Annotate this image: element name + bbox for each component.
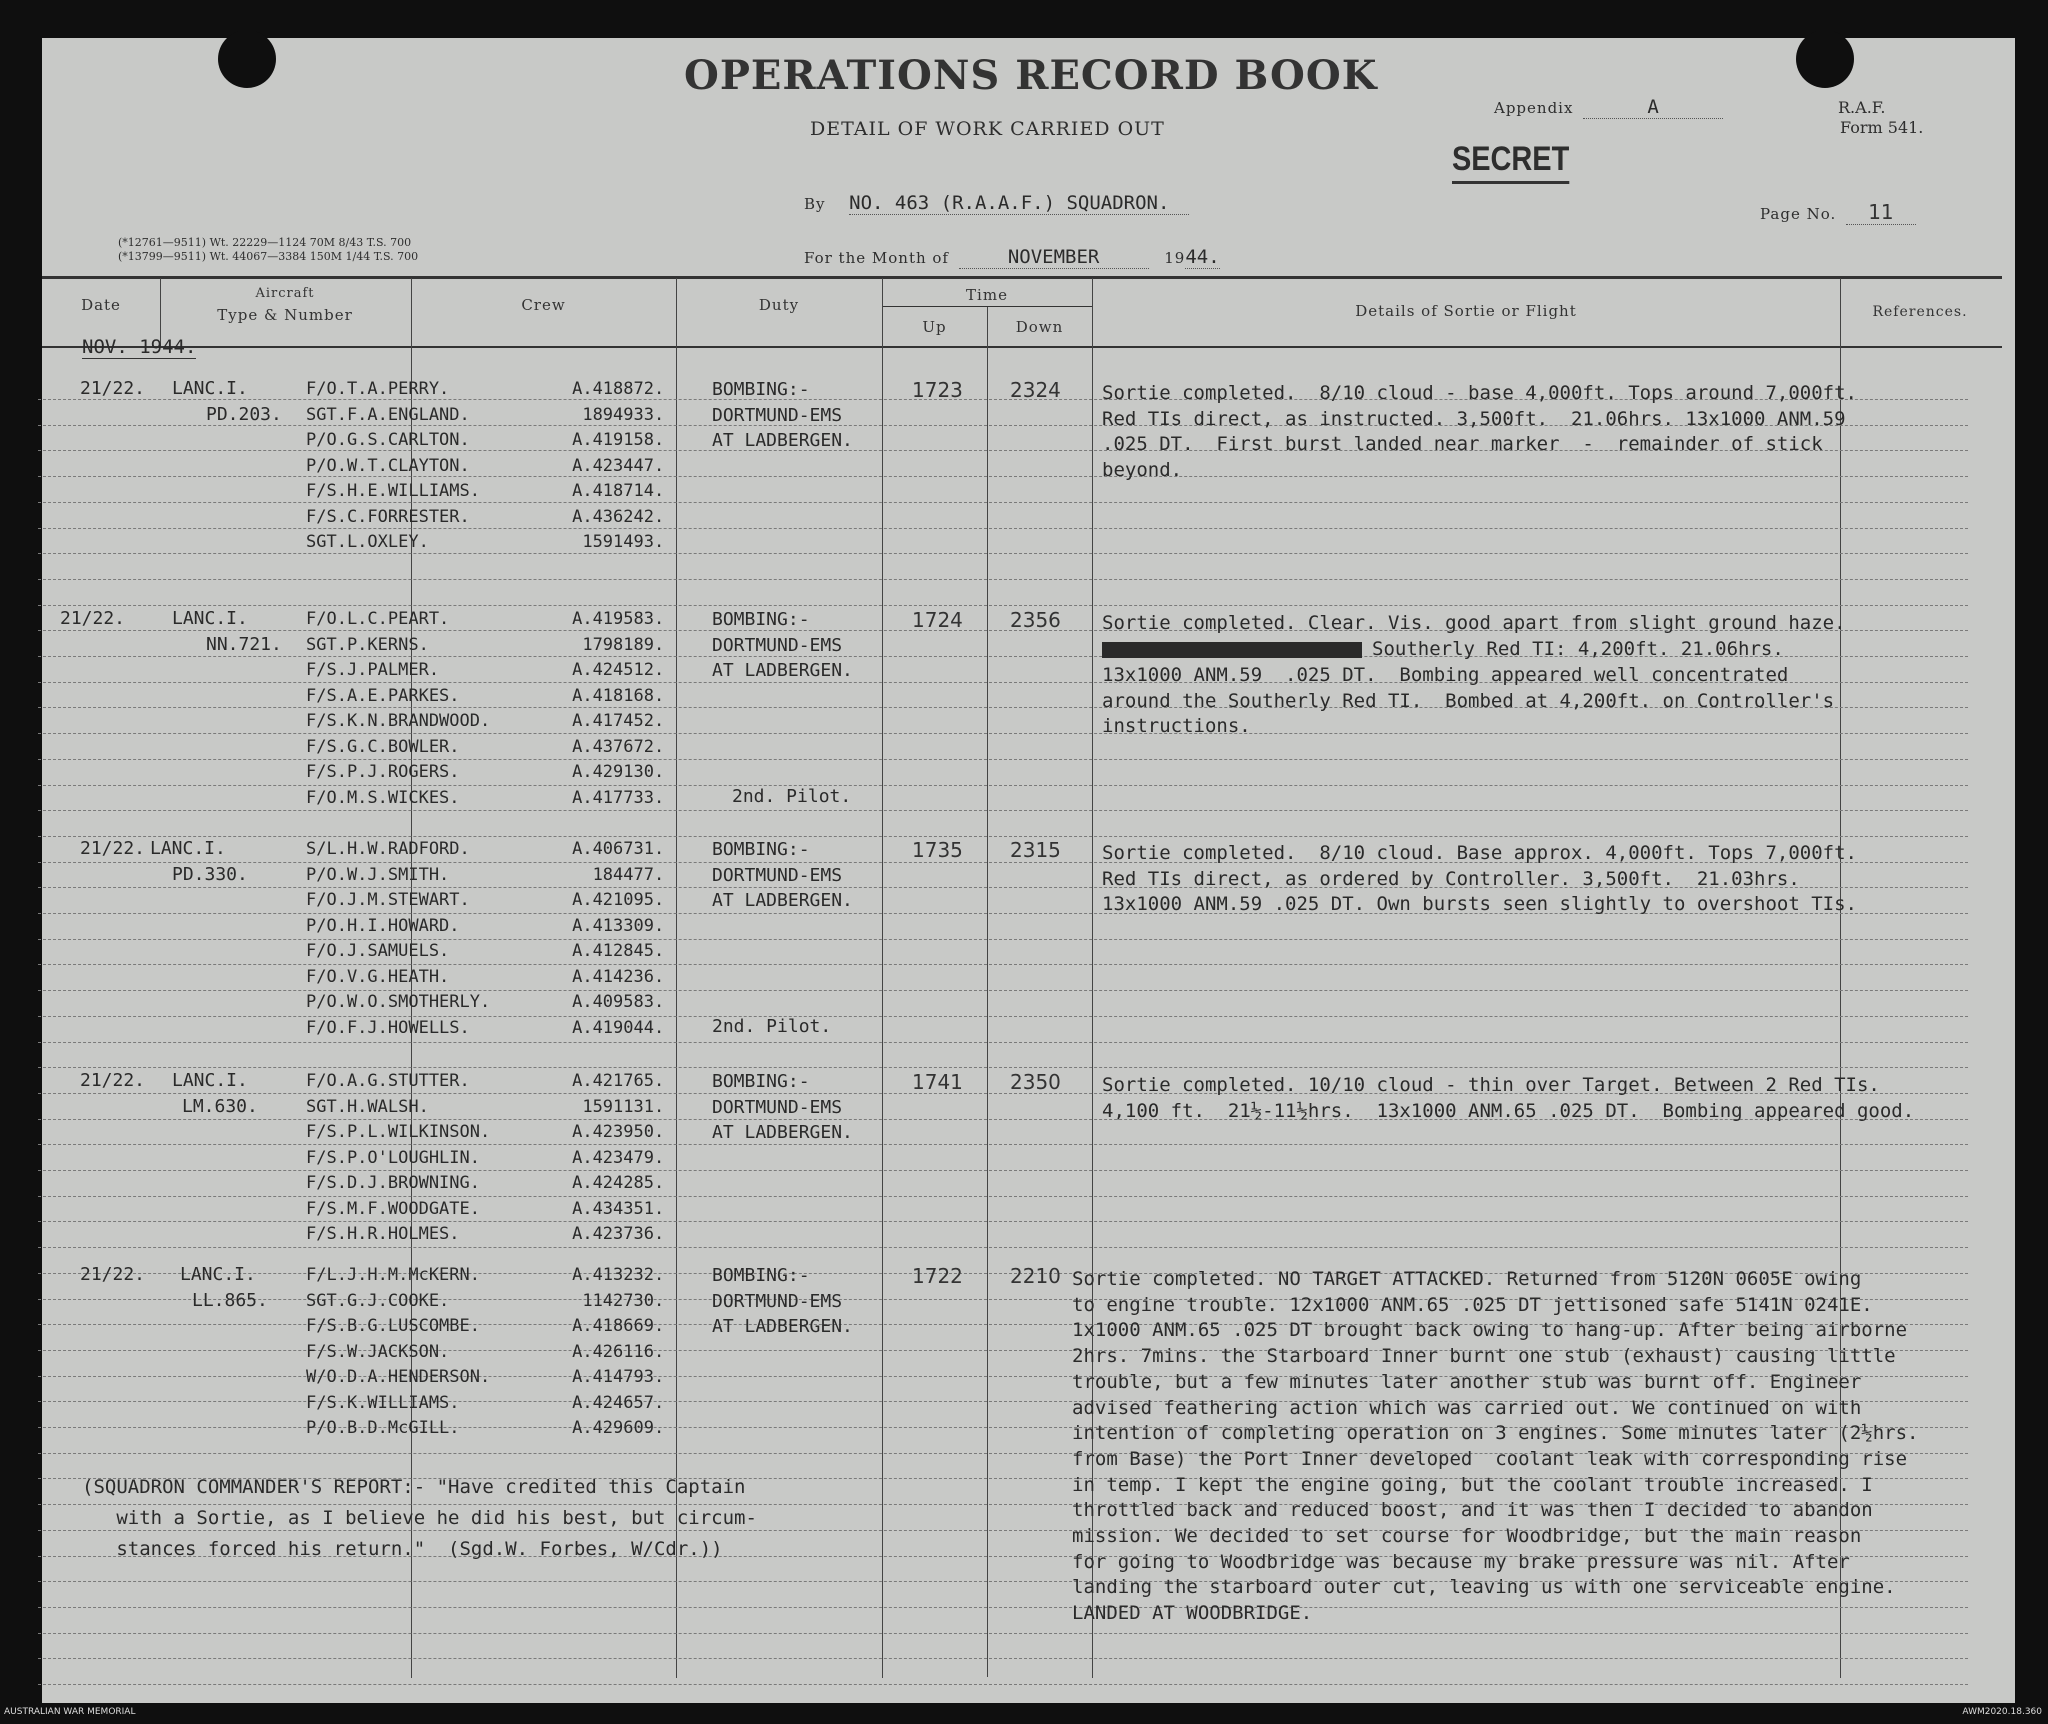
sortie-3-duty-note: 2nd. Pilot. xyxy=(712,1016,832,1037)
sortie-1-aircraft-number: PD.203. xyxy=(206,404,282,425)
sortie-4-details: Sortie completed. 10/10 cloud - thin over Target. Between 2 Red TIs. 4,100 ft. 21½-11½hrs. 13x1000 ANM.65 .025 DT. Bombing appeared good. xyxy=(1102,1074,1915,1122)
sortie-5-time-down: 2210 xyxy=(1010,1264,1061,1288)
column-aircraft-type: Type & Number xyxy=(217,306,353,324)
sortie-2-duty-note: 2nd. Pilot. xyxy=(732,786,852,807)
sortie-5-aircraft-type: LANC.I. xyxy=(180,1264,256,1285)
sortie-1-date: 21/22. xyxy=(80,378,146,399)
sortie-2-crew-list: F/O.L.C.PEART. A.419583. SGT.P.KERNS. 1798189. F/S.J.PALMER. A.424512. F/S.A.E.PARKES. A.418168. F/S.K.N.BRANDWOOD. A.417452. F/S.G.C.BOWLER. A.437672. F/S.P.J.ROGERS. A.429130. F/O.M.S.WICKES. A.417733. xyxy=(306,609,665,808)
sortie-2-aircraft-number: NN.721. xyxy=(206,634,282,655)
sortie-2-aircraft-type: LANC.I. xyxy=(172,608,248,629)
ruled-line xyxy=(38,1658,1968,1659)
ruled-line xyxy=(38,605,1968,606)
page-number-label: Page No. xyxy=(1760,205,1837,223)
sortie-1-time-up: 1723 xyxy=(912,378,963,402)
footer-item-number: AWM2020.18.360 xyxy=(1962,1707,2042,1717)
column-time-up: Up xyxy=(922,318,947,336)
ruled-line xyxy=(38,1684,1968,1685)
year-prefix: 19 xyxy=(1164,249,1186,267)
squadron-name: NO. 463 (R.A.A.F.) SQUADRON. xyxy=(849,192,1189,215)
secret-stamp: SECRET xyxy=(1452,140,1569,184)
footer-archive-name: AUSTRALIAN WAR MEMORIAL xyxy=(4,1707,136,1717)
sortie-1-time-down: 2324 xyxy=(1010,378,1061,402)
by-field xyxy=(804,192,1189,215)
sortie-5-details: Sortie completed. NO TARGET ATTACKED. Returned from 5120N 0605E owing to engine trouble. 12x1000 ANM.65 .025 DT jettisoned safe 5141N 0241E. 1x1000 ANM.65 .025 DT brought back owing to hang-up. After being airborne 2hrs. 7mins. the Starboard Inner burnt one stub (exhaust) causing little trouble, but a few minutes later another stub was burnt off. Engineer advised feathering action which was carried out. We continued on with intention of completing operation on 3 engines. Some minutes later (2½hrs. from Base) the Port Inner developed coolant leak with corresponding rise in temp. I kept the engine going, but the coolant trouble increased. I throttled back and reduced boost, and it was then I decided to abandon mission. We decided to set course for Woodbridge, but the main reason for going to Woodbridge was because my brake pressure was nil. After landing the starboard outer cut, leaving us with one serviceable engine. LANDED AT WOODBRIDGE. xyxy=(1072,1268,1919,1625)
appendix-field xyxy=(1494,96,1723,119)
footer-bar xyxy=(0,1703,2048,1724)
crew-column-divider xyxy=(676,278,677,1678)
sortie-3-time-down: 2315 xyxy=(1010,838,1061,862)
punch-hole-right xyxy=(1796,30,1854,88)
form-number-line1: R.A.F. xyxy=(1838,98,1886,117)
commander-report: (SQUADRON COMMANDER'S REPORT:- "Have credited this Captain with a Sortie, as I believe he did his best, but circum- stances forced his return." (Sgd.W. Forbes, W/Cdr.)) xyxy=(82,1476,757,1560)
ruled-line xyxy=(38,579,1968,580)
column-aircraft: Aircraft xyxy=(255,286,315,301)
column-details: Details of Sortie or Flight xyxy=(1355,302,1577,320)
sortie-1-duty: BOMBING:- DORTMUND-EMS AT LADBERGEN. xyxy=(712,379,853,451)
sortie-4-date: 21/22. xyxy=(80,1070,146,1091)
sortie-4-aircraft-type: LANC.I. xyxy=(172,1070,248,1091)
by-label: By xyxy=(804,195,826,213)
column-time: Time xyxy=(966,286,1008,304)
punch-hole-left xyxy=(218,30,276,88)
sortie-2-details: 13x1000 ANM.59 .025 DT. Bombing appeared well concentrated around the Southerly Red TI. Bombed at 4,200ft. on Controller's instructions. xyxy=(1102,664,1835,738)
form-number-line2: Form 541. xyxy=(1840,118,1924,137)
sortie-4-time-up: 1741 xyxy=(912,1070,963,1094)
month-field xyxy=(804,246,1220,269)
sortie-5-duty: BOMBING:- DORTMUND-EMS AT LADBERGEN. xyxy=(712,1265,853,1337)
sortie-1-crew-list: F/O.T.A.PERRY. A.418872. SGT.F.A.ENGLAND. 1894933. P/O.G.S.CARLTON. A.419158. P/O.W.T.CLAYTON. A.423447. F/S.H.E.WILLIAMS. A.418714. F/S.C.FORRESTER. A.436242. SGT.L.OXLEY. 1591493. xyxy=(306,379,665,552)
month-heading: NOV. 1944. xyxy=(82,336,197,358)
sortie-3-details: Sortie completed. 8/10 cloud. Base approx. 4,000ft. Tops 7,000ft. Red TIs direct, as ordered by Controller. 3,500ft. 21.03hrs. 13x1000 ANM.59 .025 DT. Own bursts seen slightly to overshoot TIs. xyxy=(1102,842,1857,916)
page-title: OPERATIONS RECORD BOOK xyxy=(684,52,1378,99)
page-number-value: 11 xyxy=(1846,200,1916,225)
year-value: 44. xyxy=(1185,246,1220,268)
sortie-4-time-down: 2350 xyxy=(1010,1070,1061,1094)
page-number-field xyxy=(1760,200,1916,225)
sortie-3-duty: BOMBING:- DORTMUND-EMS AT LADBERGEN. xyxy=(712,839,853,911)
ruled-line xyxy=(38,1042,1968,1043)
sortie-2-details-line1: Sortie completed. Clear. Vis. good apart from slight ground haze. xyxy=(1102,612,1846,634)
sortie-2-time-up: 1724 xyxy=(912,608,963,632)
redaction-bar xyxy=(1102,642,1362,658)
month-label: For the Month of xyxy=(804,249,949,267)
column-crew: Crew xyxy=(521,296,566,314)
page-subtitle: DETAIL OF WORK CARRIED OUT xyxy=(810,118,1165,140)
column-duty: Duty xyxy=(758,296,800,314)
sortie-2-details-line2-text: Southerly Red TI: 4,200ft. 21.06hrs. xyxy=(1372,638,1784,660)
ruled-line xyxy=(38,1633,1968,1634)
sortie-2-date: 21/22. xyxy=(60,608,126,629)
table-top-rule xyxy=(42,276,2002,279)
sortie-3-aircraft-number: PD.330. xyxy=(172,864,248,885)
sortie-5-time-up: 1722 xyxy=(912,1264,963,1288)
sortie-4-duty: BOMBING:- DORTMUND-EMS AT LADBERGEN. xyxy=(712,1071,853,1143)
sortie-3-date: 21/22. xyxy=(80,838,146,859)
sortie-2-details-line2 xyxy=(1102,637,1784,663)
sortie-4-aircraft-number: LM.630. xyxy=(182,1096,258,1117)
sortie-1-details: Sortie completed. 8/10 cloud - base 4,000ft. Tops around 7,000ft. Red TIs direct, as instructed. 3,500ft. 21.06hrs. 13x1000 ANM.59 .025 DT. First burst landed near marker - remainder of stick beyond. xyxy=(1102,382,1857,481)
sortie-3-crew-list: S/L.H.W.RADFORD. A.406731. P/O.W.J.SMITH. 184477. F/O.J.M.STEWART. A.421095. P/O.H.I.HOWARD. A.413309. F/O.J.SAMUELS. A.412845. F/O.V.G.HEATH. A.414236. P/O.W.O.SMOTHERLY. A.409583. F/O.F.J.HOWELLS. A.419044. xyxy=(306,839,665,1038)
sortie-5-aircraft-number: LL.865. xyxy=(192,1290,268,1311)
sortie-4-crew-list: F/O.A.G.STUTTER. A.421765. SGT.H.WALSH. 1591131. F/S.P.L.WILKINSON. A.423950. F/S.P.O'LOUGHLIN. A.423479. F/S.D.J.BROWNING. A.424285. F/S.M.F.WOODGATE. A.434351. F/S.H.R.HOLMES. A.423736. xyxy=(306,1071,665,1244)
sortie-5-crew-list: F/L.J.H.M.McKERN. A.413232. SGT.G.J.COOKE. 1142730. F/S.B.G.LUSCOMBE. A.418669. F/S.W.JACKSON. A.426116. W/O.D.A.HENDERSON. A.414793. F/S.K.WILLIAMS. A.424657. P/O.B.D.McGILL. A.429609. xyxy=(306,1265,665,1438)
table-header-rule xyxy=(42,346,2002,348)
appendix-value: A xyxy=(1583,96,1723,119)
column-references: References. xyxy=(1872,304,1968,320)
print-code-2: (*13799—9511) Wt. 44067—3384 150M 1/44 T.S. 700 xyxy=(118,250,419,263)
duty-column-divider xyxy=(882,278,883,1678)
sortie-1-aircraft-type: LANC.I. xyxy=(172,378,248,399)
time-column-divider xyxy=(987,307,988,1677)
sortie-5-date: 21/22. xyxy=(80,1264,146,1285)
print-code-1: (*12761—9511) Wt. 22229—1124 70M 8/43 T.S. 700 xyxy=(118,236,412,249)
month-value: NOVEMBER xyxy=(959,246,1149,269)
sortie-3-time-up: 1735 xyxy=(912,838,963,862)
sortie-2-time-down: 2356 xyxy=(1010,608,1061,632)
column-date: Date xyxy=(81,296,121,314)
sortie-3-aircraft-type: LANC.I. xyxy=(150,838,226,859)
sortie-2-duty: BOMBING:- DORTMUND-EMS AT LADBERGEN. xyxy=(712,609,853,681)
appendix-label: Appendix xyxy=(1494,99,1574,117)
column-time-down: Down xyxy=(1015,318,1064,336)
